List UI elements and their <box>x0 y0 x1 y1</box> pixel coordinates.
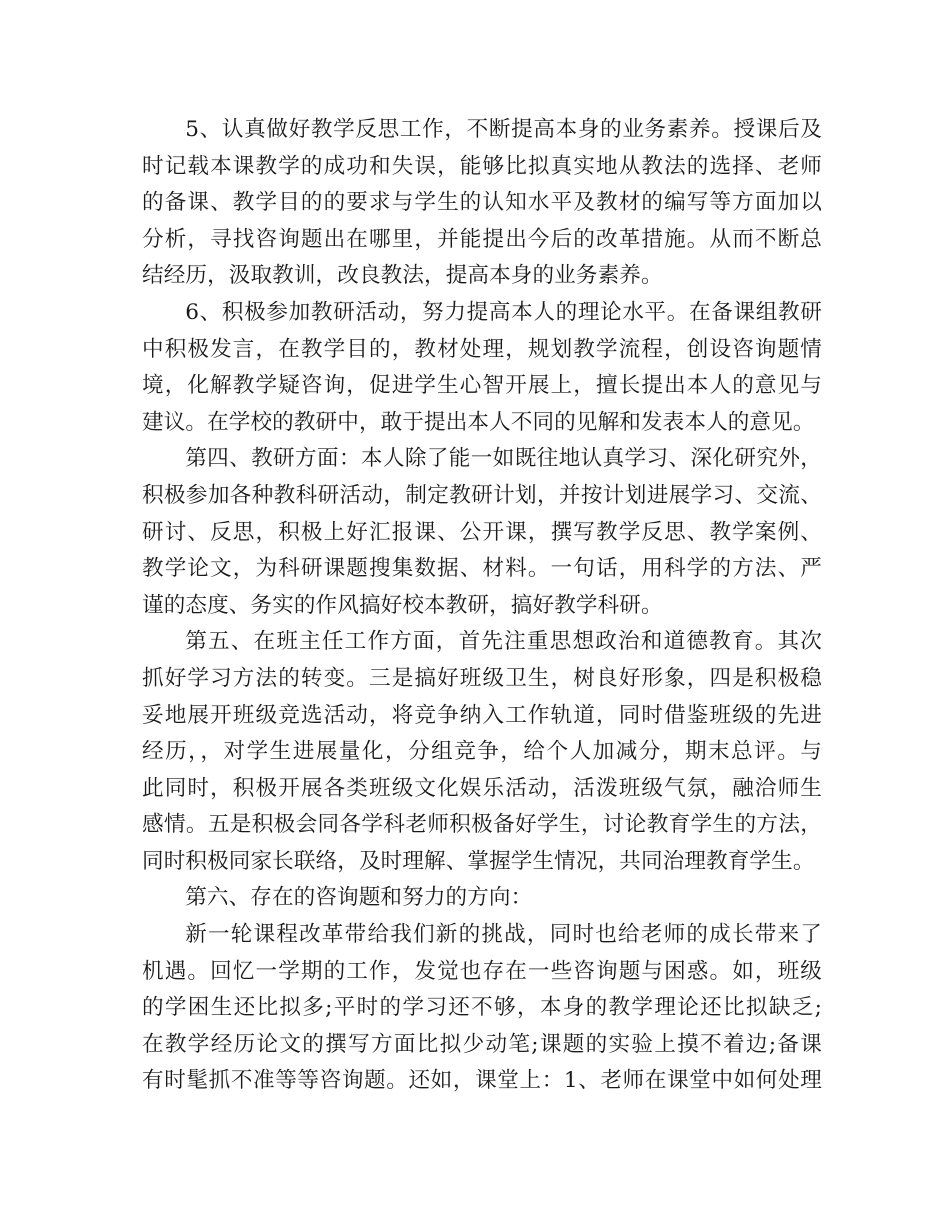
text-line: 6、积极参加教研活动，努力提高本人的理论水平。在备课组教研 <box>185 299 822 325</box>
text-line: 感情。五是积极会同各学科老师积极备好学生，讨论教育学生的方法， <box>142 812 822 838</box>
text-line: 第五、在班主任工作方面，首先注重思想政治和道德教育。其次 <box>185 629 822 655</box>
text-line: 新一轮课程改革带给我们新的挑战，同时也给老师的成长带来了 <box>185 922 822 948</box>
text-line: 结经历，汲取教训，改良教法，提高本身的业务素养。 <box>142 263 663 289</box>
text-line: 在教学经历论文的撰写方面比拟少动笔;课题的实验上摸不着边;备课 <box>142 1031 822 1057</box>
paragraph-section-six-heading <box>142 880 822 917</box>
text-line: 第四、教研方面：本人除了能一如既往地认真学习、深化研究外， <box>185 446 822 472</box>
text-line: 谨的态度、务实的作风搞好校本教研，搞好教学科研。 <box>142 592 663 618</box>
text-line: 时记载本课教学的成功和失误，能够比拟真实地从教法的选择、老师 <box>142 153 822 179</box>
text-line: 有时髦抓不准等等咨询题。还如，课堂上：1、老师在课堂中如何处理 <box>142 1068 822 1094</box>
paragraph-6-research-activities <box>142 295 822 441</box>
paragraph-section-four <box>142 441 822 624</box>
text-line: 妥地展开班级竞选活动，将竞争纳入工作轨道，同时借鉴班级的先进 <box>142 702 822 728</box>
text-line: 分析，寻找咨询题出在哪里，并能提出今后的改革措施。从而不断总 <box>142 226 822 252</box>
text-line: 经历，，对学生进展量化，分组竞争，给个人加减分，期末总评。与 <box>142 739 822 765</box>
document-body <box>142 112 822 1100</box>
text-line: 同时积极同家长联络，及时理解、掌握学生情况，共同治理教育学生。 <box>142 848 815 874</box>
text-line: 建议。在学校的教研中，敢于提出本人不同的见解和发表本人的意见。 <box>142 409 815 435</box>
paragraph-section-five <box>142 624 822 880</box>
text-line: 积极参加各种教科研活动，制定教研计划，并按计划进展学习、交流、 <box>142 482 822 508</box>
text-line: 此同时，积极开展各类班级文化娱乐活动，活泼班级气氛，融洽师生 <box>142 775 822 801</box>
text-line: 抓好学习方法的转变。三是搞好班级卫生，树良好形象，四是积极稳 <box>142 665 822 691</box>
text-line: 中积极发言，在教学目的，教材处理，规划教学流程，创设咨询题情 <box>142 336 822 362</box>
paragraph-challenges <box>142 917 822 1100</box>
text-line: 境，化解教学疑咨询，促进学生心智开展上，擅长提出本人的意见与 <box>142 373 822 399</box>
text-line: 机遇。回忆一学期的工作，发觉也存在一些咨询题与困惑。如，班级 <box>142 958 822 984</box>
text-line: 第六、存在的咨询题和努力的方向： <box>185 885 533 911</box>
text-line: 的学困生还比拟多;平时的学习还不够，本身的教学理论还比拟缺乏; <box>142 995 822 1021</box>
text-line: 研讨、反思，积极上好汇报课、公开课，撰写教学反思、教学案例、 <box>142 519 822 545</box>
paragraph-5-reflection <box>142 112 822 295</box>
text-line: 5、认真做好教学反思工作，不断提高本身的业务素养。授课后及 <box>185 117 822 142</box>
text-line: 的备课、教学目的的要求与学生的认知水平及教材的编写等方面加以 <box>142 190 822 216</box>
text-line: 教学论文，为科研课题搜集数据、材料。一句话，用科学的方法、严 <box>142 556 822 582</box>
